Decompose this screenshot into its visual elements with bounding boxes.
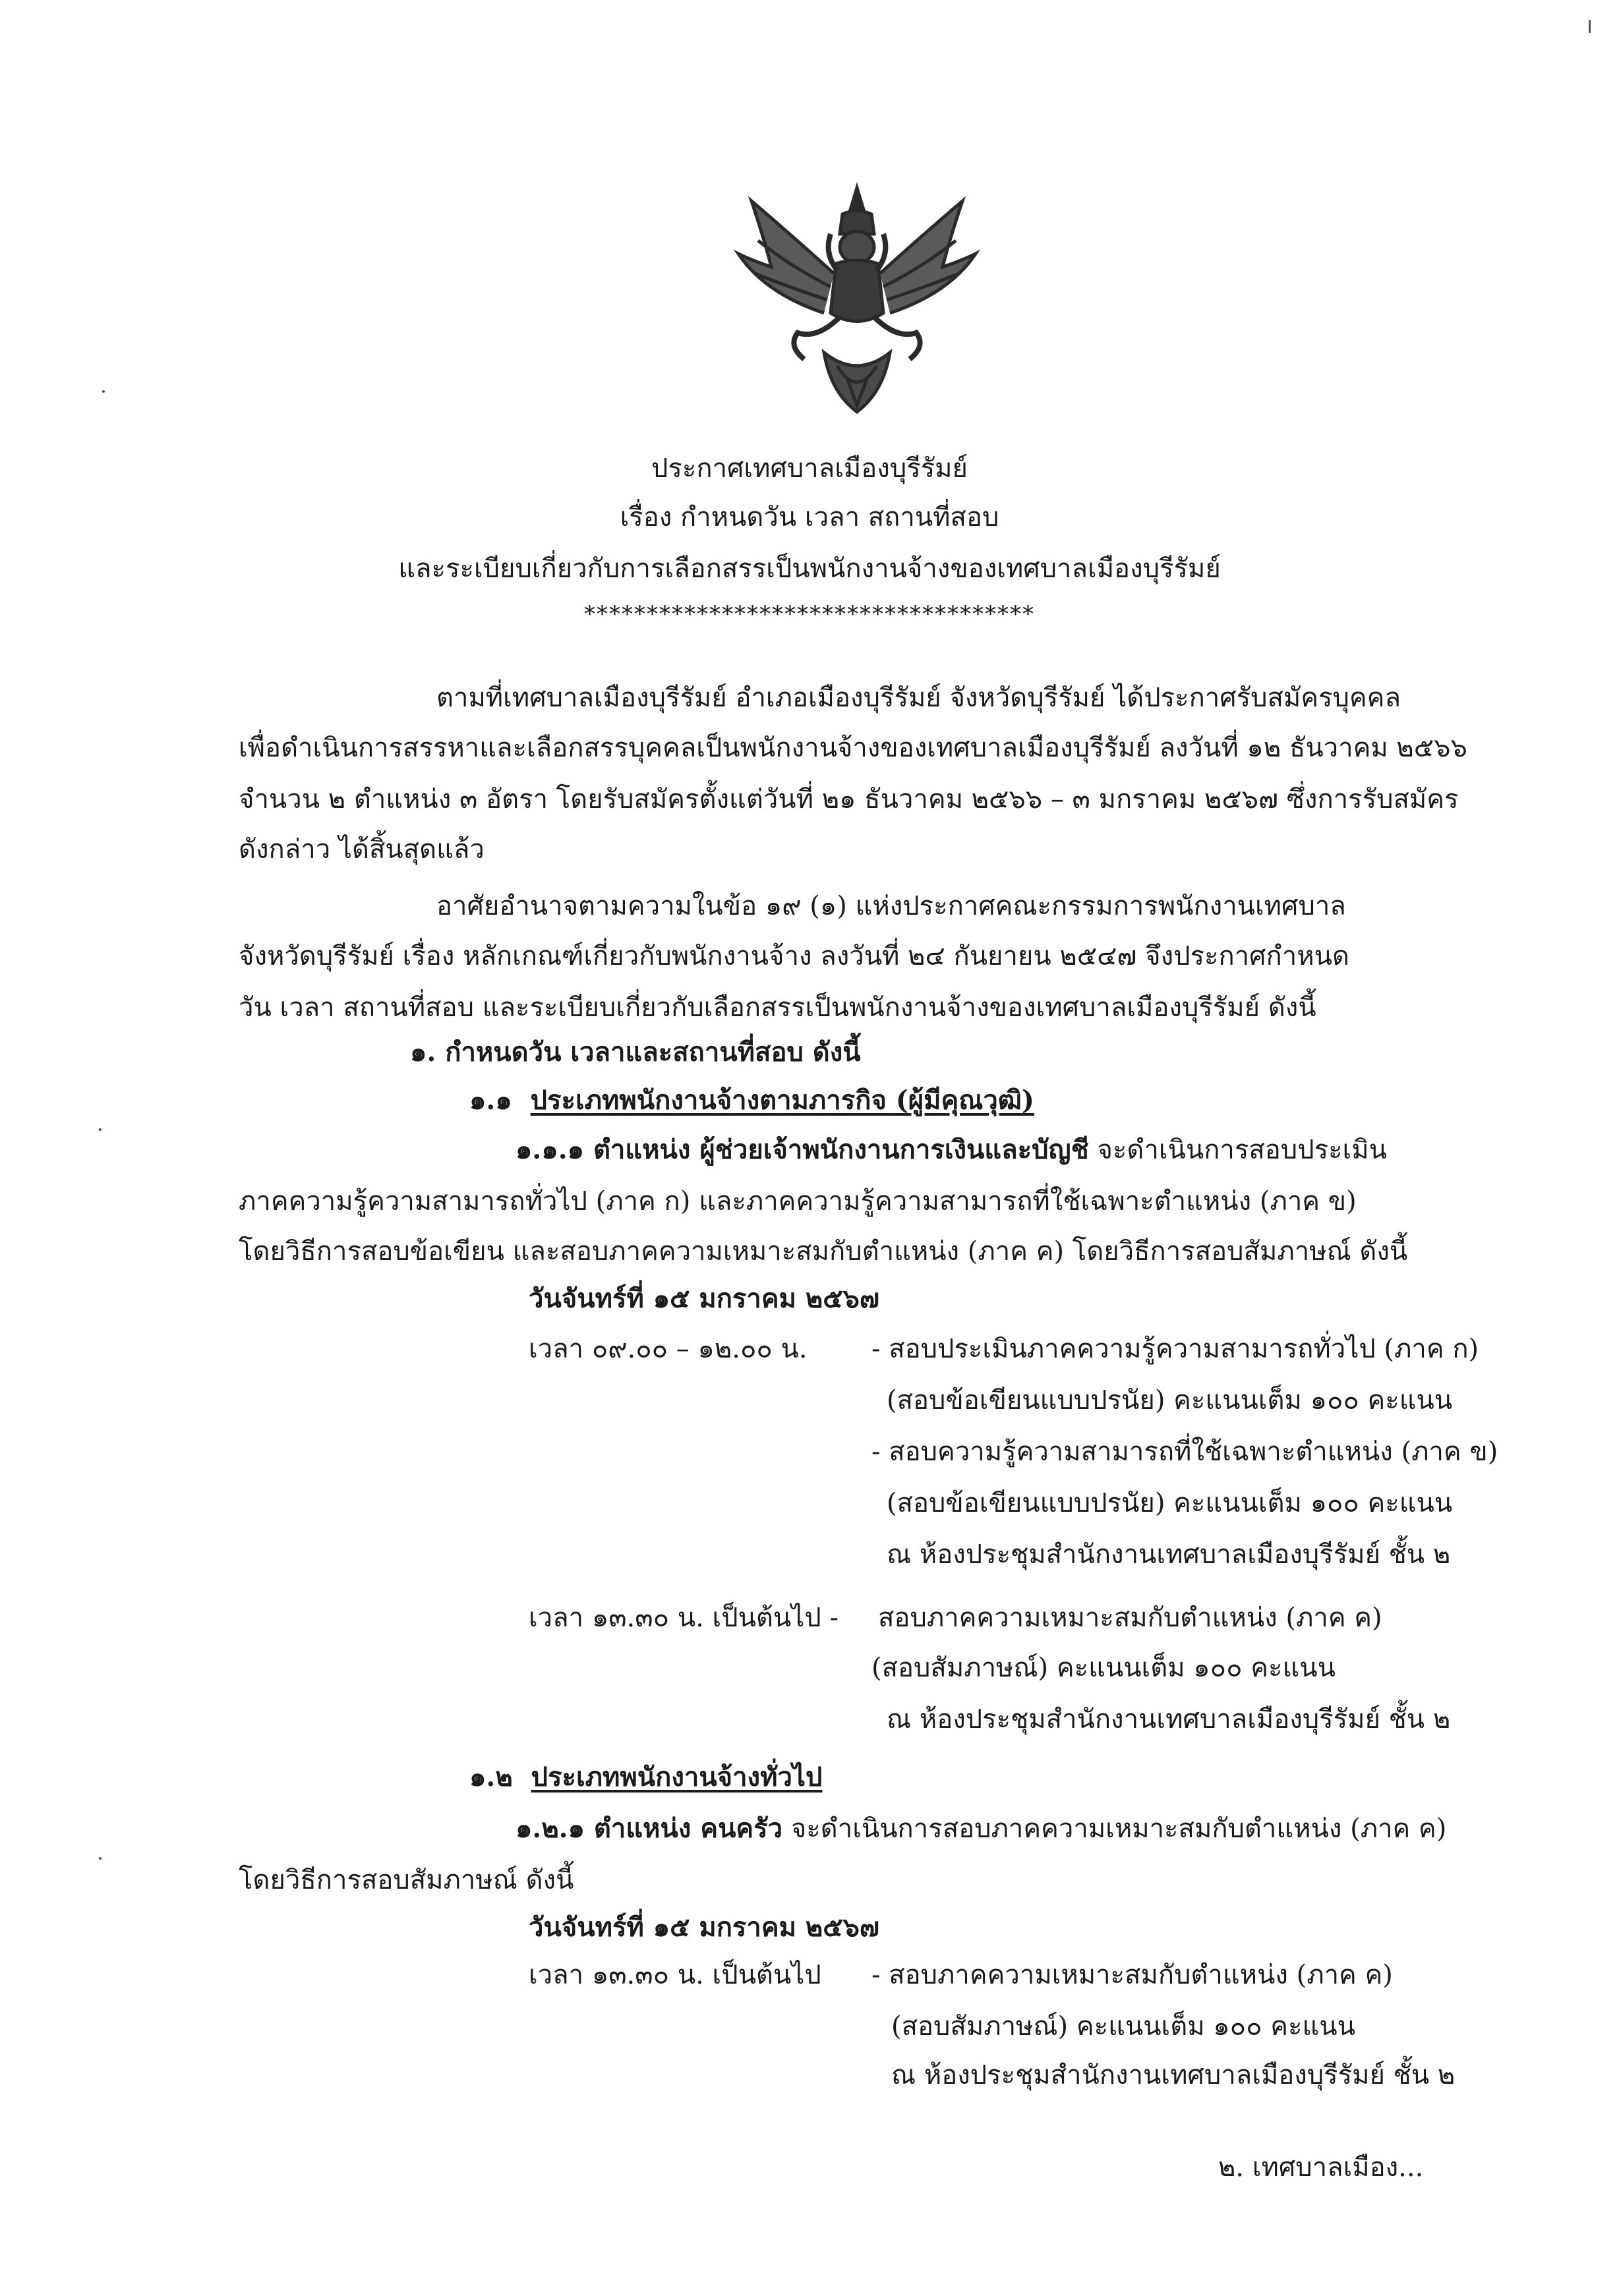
paragraph-line: จำนวน ๒ ตำแหน่ง ๓ อัตรา โดยรับสมัครตั้งแต่วันที่ ๒๑ ธันวาคม ๒๕๖๖ – ๓ มกราคม ๒๕๖๗ ซึ่งการรับสมัคร bbox=[239, 784, 1459, 815]
paragraph-line: จังหวัดบุรีรัมย์ เรื่อง หลักเกณฑ์เกี่ยวกับพนักงานจ้าง ลงวันที่ ๒๔ กันยายน ๒๕๔๗ จึงประกาศกำหนด bbox=[239, 941, 1349, 971]
exam-item: (สอบข้อเขียนแบบปรนัย) คะแนนเต็ม ๑๐๐ คะแนน bbox=[887, 1385, 1453, 1416]
subsection-heading bbox=[469, 1760, 822, 1795]
scan-speck bbox=[102, 390, 105, 393]
exam-time: เวลา ๑๓.๓๐ น. เป็นต้นไป bbox=[529, 1960, 821, 1990]
exam-item: - สอบประเมินภาคความรู้ความสามารถทั่วไป (ภาค ก) bbox=[871, 1334, 1479, 1364]
position-description: จะดำเนินการสอบภาคความเหมาะสมกับตำแหน่ง (ภาค ค) bbox=[782, 1814, 1447, 1844]
exam-location: ณ ห้องประชุมสำนักงานเทศบาลเมืองบุรีรัมย์ ชั้น ๒ bbox=[891, 2060, 1456, 2090]
subsection-title: ประเภทพนักงานจ้างตามภารกิจ (ผู้มีคุณวุฒิ) bbox=[530, 1085, 1034, 1116]
exam-date: วันจันทร์ที่ ๑๕ มกราคม ๒๕๖๗ bbox=[529, 1912, 880, 1943]
exam-location: ณ ห้องประชุมสำนักงานเทศบาลเมืองบุรีรัมย์ ชั้น ๒ bbox=[887, 1539, 1451, 1570]
position-heading bbox=[515, 1132, 1387, 1168]
paragraph-line: ตามที่เทศบาลเมืองบุรีรัมย์ อำเภอเมืองบุรีรัมย์ จังหวัดบุรีรัมย์ ได้ประกาศรับสมัครบุคคล bbox=[436, 683, 1401, 713]
scan-speck bbox=[99, 1857, 102, 1860]
scan-speck bbox=[1589, 20, 1591, 33]
exam-item: - สอบความรู้ความสามารถที่ใช้เฉพาะตำแหน่ง (ภาค ข) bbox=[871, 1437, 1498, 1467]
document-subject-continued: และระเบียบเกี่ยวกับการเลือกสรรเป็นพนักงานจ้างของเทศบาลเมืองบุรีรัมย์ bbox=[398, 554, 1221, 584]
title-separator: ************************************ bbox=[584, 601, 1035, 627]
paragraph-line: เพื่อดำเนินการสรรหาและเลือกสรรบุคคลเป็นพนักงานจ้างของเทศบาลเมืองบุรีรัมย์ ลงวันที่ ๑๒ ธันวาคม ๒๕๖๖ bbox=[239, 733, 1467, 763]
scan-speck bbox=[99, 1128, 102, 1131]
document-title: ประกาศเทศบาลเมืองบุรีรัมย์ bbox=[651, 453, 968, 484]
exam-item: สอบภาคความเหมาะสมกับตำแหน่ง (ภาค ค) bbox=[878, 1603, 1382, 1633]
page-continuation: ๒. เทศบาลเมือง... bbox=[1218, 2152, 1424, 2183]
position-lead: ๑.๑.๑ ตำแหน่ง ผู้ช่วยเจ้าพนักงานการเงินและบัญชี bbox=[515, 1134, 1089, 1165]
paragraph-line: ภาคความรู้ความสามารถทั่วไป (ภาค ก) และภาคความรู้ความสามารถที่ใช้เฉพาะตำแหน่ง (ภาค ข) bbox=[239, 1186, 1357, 1217]
position-heading bbox=[515, 1811, 1446, 1847]
paragraph-line: วัน เวลา สถานที่สอบ และระเบียบเกี่ยวกับเลือกสรรเป็นพนักงานจ้างของเทศบาลเมืองบุรีรัมย์ ดังนี้ bbox=[239, 992, 1316, 1023]
exam-item: - สอบภาคความเหมาะสมกับตำแหน่ง (ภาค ค) bbox=[871, 1960, 1393, 1990]
paragraph-line: อาศัยอำนาจตามความในข้อ ๑๙ (๑) แห่งประกาศคณะกรรมการพนักงานเทศบาล bbox=[436, 891, 1346, 921]
exam-date: วันจันทร์ที่ ๑๕ มกราคม ๒๕๖๗ bbox=[529, 1283, 880, 1314]
exam-location: ณ ห้องประชุมสำนักงานเทศบาลเมืองบุรีรัมย์ ชั้น ๒ bbox=[887, 1704, 1451, 1735]
exam-item: (สอบข้อเขียนแบบปรนัย) คะแนนเต็ม ๑๐๐ คะแนน bbox=[887, 1488, 1453, 1518]
document-subject: เรื่อง กำหนดวัน เวลา สถานที่สอบ bbox=[620, 502, 999, 532]
paragraph-line: โดยวิธีการสอบข้อเขียน และสอบภาคความเหมาะสมกับตำแหน่ง (ภาค ค) โดยวิธีการสอบสัมภาษณ์ ดังนี้ bbox=[239, 1236, 1408, 1267]
subsection-number: ๑.๑ bbox=[469, 1085, 512, 1116]
garuda-emblem-icon bbox=[725, 181, 989, 418]
section-heading: ๑. กำหนดวัน เวลาและสถานที่สอบ ดังนี้ bbox=[410, 1037, 861, 1068]
paragraph-line: โดยวิธีการสอบสัมภาษณ์ ดังนี้ bbox=[239, 1865, 574, 1895]
subsection-heading bbox=[469, 1083, 1034, 1118]
exam-item: (สอบสัมภาษณ์) คะแนนเต็ม ๑๐๐ คะแนน bbox=[891, 2011, 1355, 2042]
position-lead: ๑.๒.๑ ตำแหน่ง คนครัว bbox=[515, 1813, 783, 1844]
position-description: จะดำเนินการสอบประเมิน bbox=[1088, 1135, 1387, 1165]
exam-time: เวลา ๑๓.๓๐ น. เป็นต้นไป - bbox=[529, 1603, 839, 1633]
subsection-number: ๑.๒ bbox=[469, 1762, 513, 1793]
exam-time: เวลา ๐๙.๐๐ – ๑๒.๐๐ น. bbox=[529, 1334, 808, 1364]
paragraph-line: ดังกล่าว ได้สิ้นสุดแล้ว bbox=[239, 834, 485, 865]
subsection-title: ประเภทพนักงานจ้างทั่วไป bbox=[531, 1762, 823, 1793]
exam-item: (สอบสัมภาษณ์) คะแนนเต็ม ๑๐๐ คะแนน bbox=[871, 1653, 1336, 1683]
